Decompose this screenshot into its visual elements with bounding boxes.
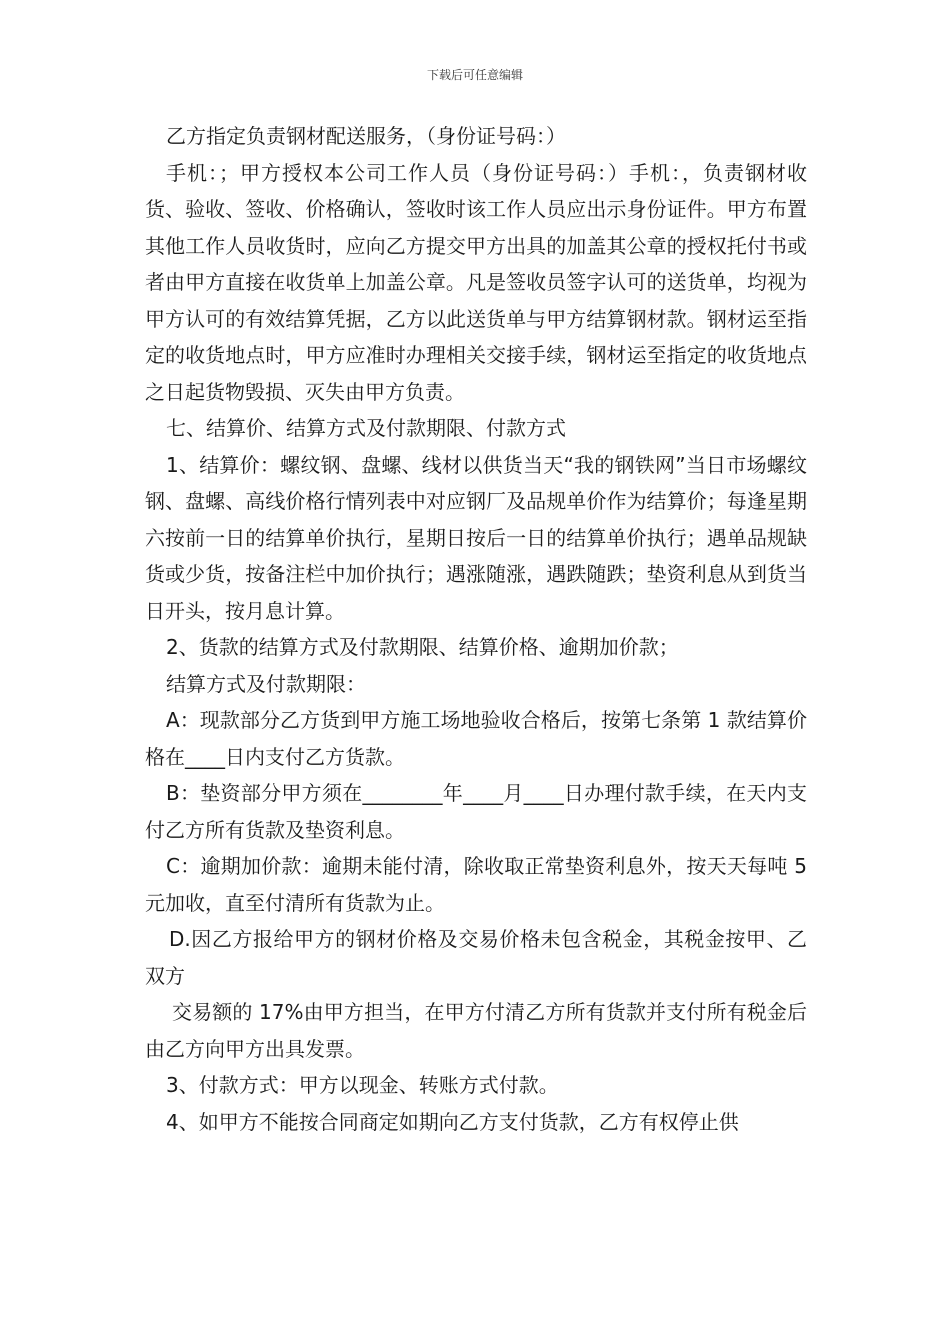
paragraph: D.因乙方报给甲方的钢材价格及交易价格未包含税金，其税金按甲、乙双方 [145,927,807,988]
paragraph: A：现款部分乙方货到甲方施工场地验收合格后，按第七条第 1 款结算价格在____日内支付乙方货款。 [145,708,807,769]
paragraph: 结算方式及付款期限： [166,671,366,696]
paragraph: 交易额的 17%由甲方担当，在甲方付清乙方所有货款并支付所有税金后由乙方向甲方出具发票。 [145,1000,807,1061]
page-header: 下载后可任意编辑 [426,68,523,82]
paragraph: B：垫资部分甲方须在________年____月____日办理付款手续，在天内支付乙方所有货款及垫资利息。 [145,781,807,842]
document-body [145,118,807,1140]
section-heading: 七、结算价、结算方式及付款期限、付款方式 [166,416,566,440]
paragraph: C：逾期加价款：逾期未能付清，除收取正常垫资利息外，按天天每吨 5 元加收，直至付清所有货款为止。 [145,854,807,915]
paragraph: 3、付款方式：甲方以现金、转账方式付款。 [166,1073,559,1097]
paragraph: 1、结算价：螺纹钢、盘螺、线材以供货当天“我的钢铁网”当日市场螺纹钢、盘螺、高线价格行情列表中对应钢厂及品规单价作为结算价；每逢星期六按前一日的结算单价执行，星期日按后一日的结算单价执行；遇单品规缺货或少货，按备注栏中加价执行；遇涨随涨，遇跌随跌；垫资利息从到货当日开头，按月息计算。 [145,452,807,623]
paragraph: 2、货款的结算方式及付款期限、结算价格、逾期加价款； [166,635,679,659]
paragraph: 手机：；甲方授权本公司工作人员（身份证号码：）手机：，负责钢材收货、验收、签收、价格确认，签收时该工作人员应出示身份证件。甲方布置其他工作人员收货时，应向乙方提交甲方出具的加盖其公章的授权托付书或者由甲方直接在收货单上加盖公章。凡是签收员签字认可的送货单，均视为甲方认可的有效结算凭据，乙方以此送货单与甲方结算钢材款。钢材运至指定的收货地点时，甲方应准时办理相关交接手续，钢材运至指定的收货地点之日起货物毁损、灭失由甲方负责。 [145,160,807,404]
paragraph: 乙方指定负责钢材配送服务，（身份证号码：） [166,124,566,148]
paragraph: 4、如甲方不能按合同商定如期向乙方支付货款，乙方有权停止供 [166,1109,739,1134]
